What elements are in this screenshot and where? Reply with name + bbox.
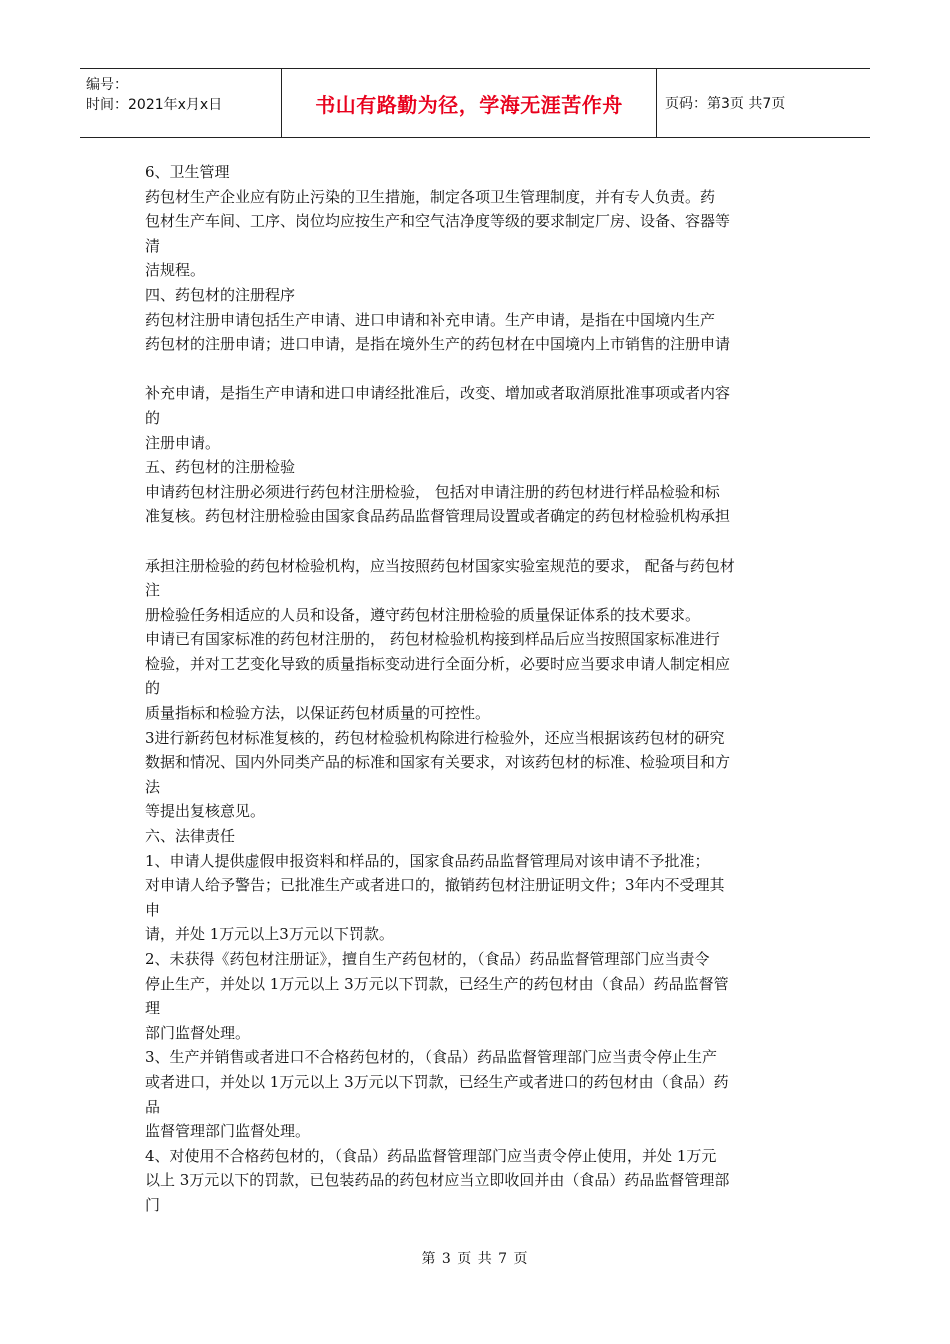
header-motto-cell bbox=[282, 69, 657, 137]
body-line: 门 bbox=[145, 1195, 161, 1214]
body-line: 监督管理部门监督处理。 bbox=[145, 1122, 311, 1141]
header-page-cell bbox=[657, 69, 870, 137]
body-line: 包材生产车间、工序、岗位均应按生产和空气洁净度等级的要求制定厂房、设备、容器等 bbox=[145, 212, 731, 231]
body-line: 质量指标和检验方法，以保证药包材质量的可控性。 bbox=[145, 704, 491, 723]
page-footer: 第 3 页 共 7 页 bbox=[421, 1251, 529, 1267]
body-line: 理 bbox=[145, 999, 161, 1018]
body-line: 等提出复核意见。 bbox=[145, 802, 266, 821]
body-line: 请，并处 1万元以上3万元以下罚款。 bbox=[145, 925, 394, 944]
body-line: 承担注册检验的药包材检验机构，应当按照药包材国家实验室规范的要求， 配备与药包材 bbox=[145, 556, 735, 575]
body-line: 3进行新药包材标准复核的，药包材检验机构除进行检验外，还应当根据该药包材的研究 bbox=[145, 728, 725, 747]
body-line: 五、药包材的注册检验 bbox=[145, 458, 296, 477]
body-line: 的 bbox=[145, 408, 161, 427]
body-line: 6、卫生管理 bbox=[145, 163, 230, 181]
body-line: 品 bbox=[145, 1097, 161, 1116]
document-date-label: 时间：2021年x月x日 bbox=[86, 97, 223, 113]
body-line: 药包材生产企业应有防止污染的卫生措施，制定各项卫生管理制度，并有专人负责。药 bbox=[145, 187, 716, 206]
body-line: 药包材的注册申请；进口申请，是指在境外生产的药包材在中国境内上市销售的注册申请 bbox=[145, 335, 731, 354]
body-line: 1、申请人提供虚假申报资料和样品的，国家食品药品监督管理局对该申请不予批准； bbox=[145, 851, 710, 870]
body-line: 停止生产，并处以 1万元以上 3万元以下罚款，已经生产的药包材由（食品）药品监督管 bbox=[145, 974, 729, 993]
body-line: 洁规程。 bbox=[145, 261, 206, 280]
body-line: 部门监督处理。 bbox=[145, 1023, 251, 1042]
body-line: 2、未获得《药包材注册证》，擅自生产药包材的，（食品）药品监督管理部门应当责令 bbox=[145, 950, 710, 968]
body-line: 申 bbox=[145, 900, 161, 919]
body-line: 注 bbox=[145, 581, 161, 600]
body-line: 数据和情况、国内外同类产品的标准和国家有关要求，对该药包材的标准、检验项目和方 bbox=[145, 753, 731, 772]
body-line: 清 bbox=[145, 236, 161, 255]
body-line: 检验，并对工艺变化导致的质量指标变动进行全面分析，必要时应当要求申请人制定相应 bbox=[145, 654, 731, 673]
body-line: 申请已有国家标准的药包材注册的， 药包材检验机构接到样品后应当按照国家标准进行 bbox=[145, 630, 720, 649]
body-line: 注册申请。 bbox=[145, 433, 221, 452]
body-line: 准复核。药包材注册检验由国家食品药品监督管理局设置或者确定的药包材检验机构承担 bbox=[145, 507, 731, 526]
body-line: 的 bbox=[145, 679, 161, 698]
body-line: 以上 3万元以下的罚款，已包装药品的药包材应当立即收回并由（食品）药品监督管理部 bbox=[145, 1171, 730, 1190]
body-line: 六、法律责任 bbox=[145, 827, 236, 846]
body-line: 申请药包材注册必须进行药包材注册检验， 包括对申请注册的药包材进行样品检验和标 bbox=[145, 482, 720, 501]
body-line: 4、对使用不合格药包材的，（食品）药品监督管理部门应当责令停止使用，并处 1万元 bbox=[145, 1146, 717, 1165]
header-motto: 书山有路勤为径，学海无涯苦作舟 bbox=[315, 92, 623, 117]
header-page-number: 页码：第3页 共7页 bbox=[665, 96, 786, 112]
document-number-label: 编号： bbox=[86, 77, 128, 93]
body-line bbox=[145, 357, 810, 382]
body-line: 四、药包材的注册程序 bbox=[145, 285, 296, 304]
body-line: 对申请人给予警告；已批准生产或者进口的，撤销药包材注册证明文件；3年内不受理其 bbox=[145, 876, 725, 895]
body-line: 法 bbox=[145, 777, 161, 796]
body-line: 补充申请，是指生产申请和进口申请经批准后，改变、增加或者取消原批准事项或者内容 bbox=[145, 384, 731, 403]
body-line bbox=[145, 529, 810, 554]
body-line: 册检验任务相适应的人员和设备，遵守药包材注册检验的质量保证体系的技术要求。 bbox=[145, 605, 701, 624]
body-line: 药包材注册申请包括生产申请、进口申请和补充申请。生产申请，是指在中国境内生产 bbox=[145, 310, 716, 329]
body-line: 3、生产并销售或者进口不合格药包材的，（食品）药品监督管理部门应当责令停止生产 bbox=[145, 1048, 718, 1067]
page-header bbox=[80, 68, 870, 138]
body-line: 或者进口，并处以 1万元以上 3万元以下罚款，已经生产或者进口的药包材由（食品）药 bbox=[145, 1072, 729, 1091]
header-meta bbox=[80, 69, 282, 137]
document-body bbox=[145, 160, 810, 1218]
